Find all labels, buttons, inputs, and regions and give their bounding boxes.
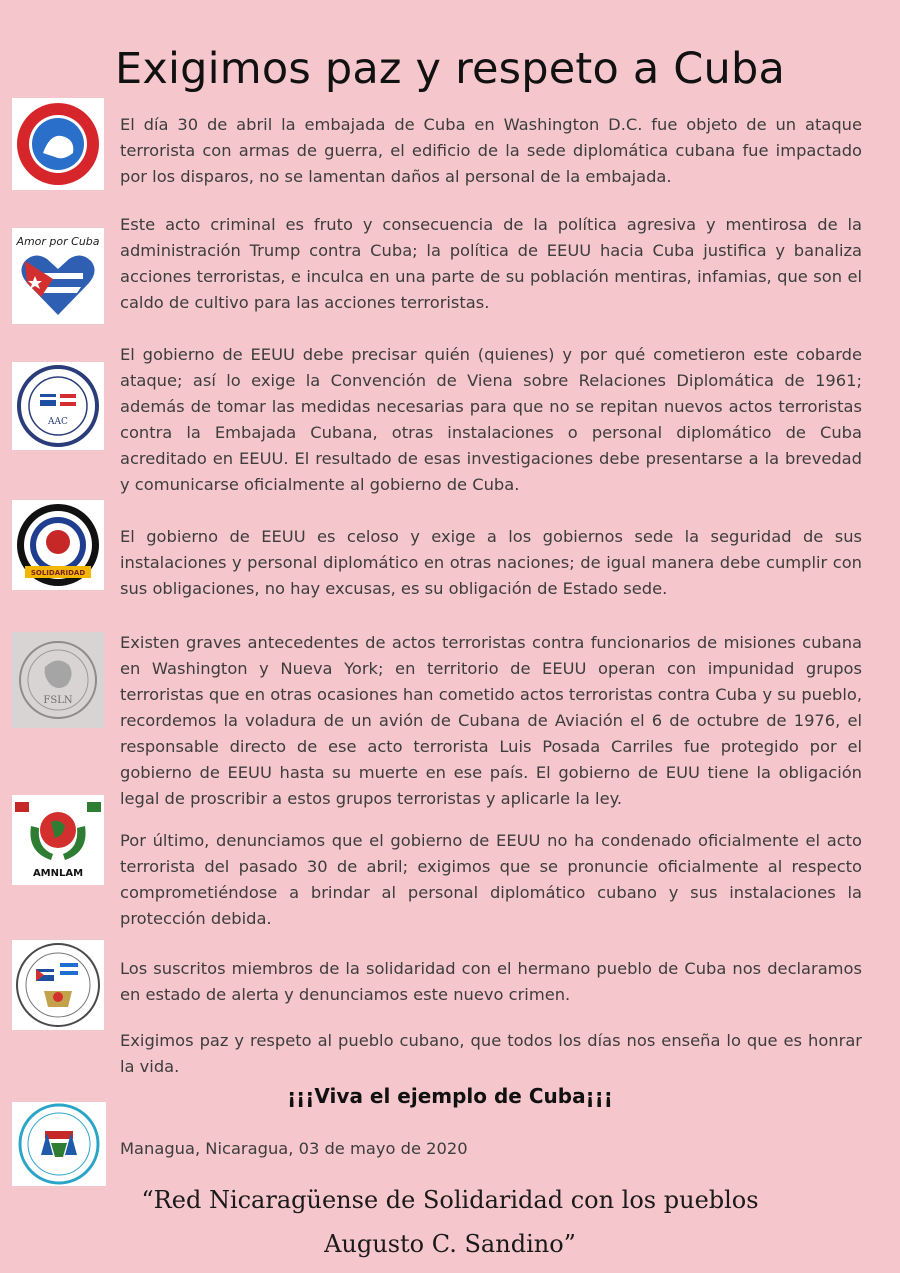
solidaridad-emblem-icon [12, 500, 104, 590]
signature-line-2: Augusto C. Sandino” [324, 1230, 576, 1258]
logo-solidaridad-text: SOLIDARIDAD [30, 569, 86, 577]
paragraph-8: Exigimos paz y respeto al pueblo cubano, que todos los días nos enseña lo que es honrar la vida. [120, 1031, 862, 1076]
place-date: Managua, Nicaragua, 03 de mayo de 2020 [120, 1139, 468, 1158]
paragraph-6: Por último, denunciamos que el gobierno de EEUU no ha condenado oficialmente el acto terrorista del pasado 30 de abril; exigimos que se pronuncie oficialmente al respecto comprometiéndose a brindar al personal diplomático cubano y sus instalaciones la protección debida. [120, 831, 862, 928]
page-title: Exigimos paz y respeto a Cuba [115, 44, 785, 94]
viva-cuba-heading: ¡¡¡Viva el ejemplo de Cuba¡¡¡ [287, 1084, 613, 1108]
logo-aac-text: AAC [48, 417, 68, 427]
fsln-seal-icon [12, 632, 104, 728]
paragraph-5: Existen graves antecedentes de actos terroristas contra funcionarios de misiones cubana en Washington y Nueva York; en territorio de EEUU operan con impunidad grupos terroristas que en otras ocasiones han cometido actos terroristas contra Cuba y su pueblo, recordemos la voladura de un avión de Cubana de Aviación el 6 de octubre de 1976, el responsable directo de ese acto terrorista Luis Posada Carriles fue protegido por el gobierno de EEUU hasta su muerte en ese país. El gobierno de EUU tiene la obligación legal de proscribir a estos grupos terroristas y aplicarle la ley. [120, 633, 862, 808]
circular-flags-emblem-icon [12, 362, 104, 450]
logo-amor-por-cuba-text: Amor por Cuba [16, 235, 100, 248]
amnlam-hands-globe-icon [12, 795, 104, 885]
circular-flags-seal-icon [12, 940, 104, 1030]
paragraph-7: Los suscritos miembros de la solidaridad con el hermano pueblo de Cuba nos declaramos en estado de alerta y denunciamos este nuevo crimen. [120, 959, 862, 1004]
paragraph-1: El día 30 de abril la embajada de Cuba en Washington D.C. fue objeto de un ataque terrorista con armas de guerra, el edificio de la sede diplomática cubana fue impactado por los disparos, no se lamentan daños al personal de la embajada. [120, 115, 862, 186]
paragraph-4: El gobierno de EEUU es celoso y exige a los gobiernos sede la seguridad de sus instalaciones y personal diplomático en otras naciones; de igual manera debe cumplir con sus obligaciones, no hay excusas, es su obligación de Estado sede. [120, 527, 862, 598]
paragraph-3: El gobierno de EEUU debe precisar quién (quienes) y por qué cometieron este cobarde ataque; así lo exige la Convención de Viena sobre Relaciones Diplomática de 1961; además de tomar las medidas necesarias para que no se repitan nuevos actos terroristas contra la Embajada Cubana, otras instalaciones o personal diplomático de Cuba acreditado en EEUU. El resultado de esas investigaciones debe presentarse a la brevedad y comunicarse oficialmente al gobierno de Cuba. [120, 345, 862, 494]
logo-fsln-text: FSLN [43, 695, 73, 706]
circular-red-blue-emblem-icon [12, 98, 104, 190]
blue-hands-emblem-icon [12, 1102, 106, 1186]
heart-cuba-flag-icon [12, 228, 104, 324]
paragraph-2: Este acto criminal es fruto y consecuencia de la política agresiva y mentirosa de la administración Trump contra Cuba; la política de EEUU hacia Cuba justifica y banaliza acciones terroristas, e inculca en una parte de su población mentiras, infamias, que son el caldo de cultivo para las acciones terroristas. [120, 215, 862, 312]
logo-amnlam-text: AMNLAM [32, 868, 84, 879]
signature-line-1: “Red Nicaragüense de Solidaridad con los pueblos [141, 1186, 759, 1214]
